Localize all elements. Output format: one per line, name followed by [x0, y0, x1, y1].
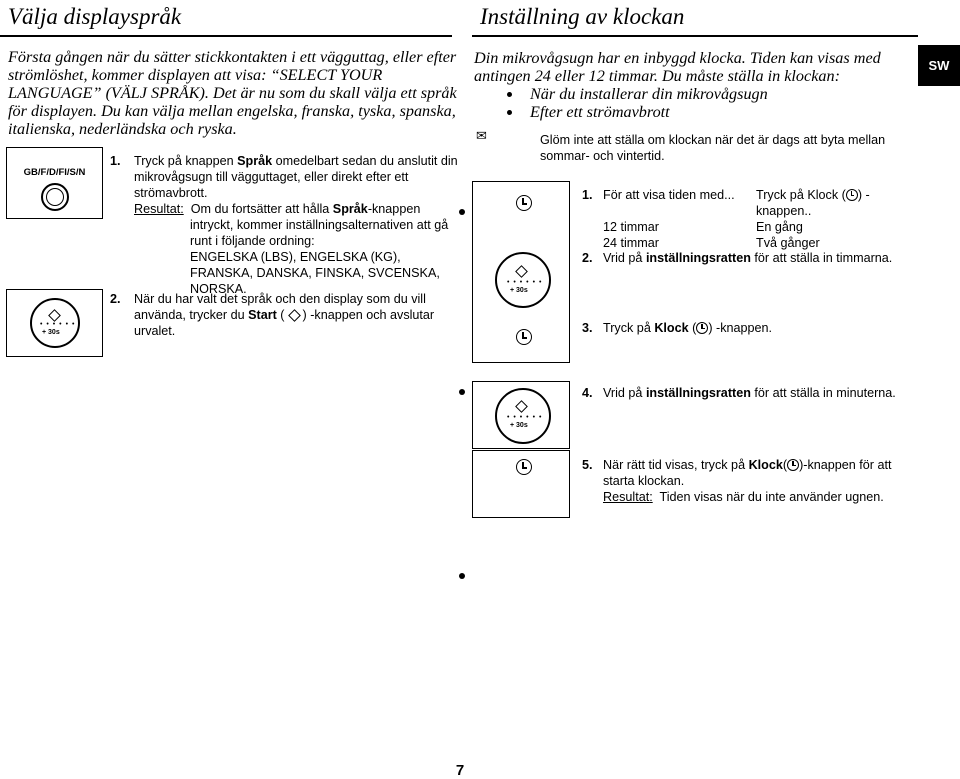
note-icon: ✉ — [476, 128, 487, 143]
bullet — [507, 92, 512, 97]
table-row: 12 timmar En gång — [603, 220, 803, 234]
step-number: 4. — [582, 386, 593, 400]
setting-dial-illustration — [472, 381, 570, 449]
clock-dial-illustration — [472, 181, 570, 363]
start-dots: • • • • • • — [40, 321, 76, 328]
intro-line: Första gången när du sätter stickkontakten i ett vägguttag, eller efter — [8, 48, 457, 66]
intro-line: italienska, nederländska och ryska. — [8, 120, 237, 138]
language-result: intryckt, kommer inställningsalternativen att gå runt i följande ordning: ENGELSKA (LBS), ENGELSKA (KG), FRANSKA, DANSKA, FINSKA, SVCENSKA, NORSKA. — [190, 218, 449, 296]
table-row: 24 timmar Två gånger — [603, 236, 820, 250]
right-intro: Din mikrovågsugn har en inbyggd klocka. Tiden kan visas med antingen 24 eller 12 timmar. Du måste ställa in klockan: — [474, 49, 881, 85]
start-diamond-icon — [288, 309, 299, 320]
clock-button-illustration — [472, 450, 570, 518]
bullet-item: Efter ett strömavbrott — [530, 103, 670, 121]
format-header: För att visa tiden med... — [603, 188, 735, 202]
right-title-rule — [472, 35, 918, 37]
start-button-illustration — [6, 289, 103, 357]
left-intro — [8, 48, 458, 138]
bullet-item: När du installerar din mikrovågsugn — [530, 85, 768, 103]
dial-plus30: + 30s — [510, 287, 528, 294]
press-header-cont: knappen.. — [756, 204, 812, 218]
press-header: Tryck på Klock ( ) - — [756, 188, 870, 202]
step-number: 5. — [582, 458, 593, 472]
intro-line: LANGUAGE” (VÄLJ SPRÅK). Det är nu som du skall välja ett språk — [8, 84, 457, 102]
step-number: 1. — [110, 154, 121, 168]
intro-line: för displayen. Du kan välja mellan engelska, franska, tyska, spanska, — [8, 102, 456, 120]
clock-icon — [696, 322, 708, 334]
start-diamond-icon — [515, 262, 525, 272]
clock-hand — [522, 337, 527, 339]
step-number: 2. — [582, 251, 593, 265]
language-button-inner — [46, 188, 64, 206]
left-title: Välja displayspråk — [8, 4, 182, 29]
clock-step-2: Vrid på inställningsratten för att ställa in timmarna. — [603, 251, 893, 265]
clock-format-table — [603, 187, 870, 251]
dial-plus30: + 30s — [510, 422, 528, 429]
connector-dot — [459, 573, 465, 579]
language-step-2: När du har valt det språk och den display som du vill använda, trycker du Start ( ) -knappen och avslutar urvalet. — [134, 292, 435, 338]
clock-icon — [846, 189, 858, 201]
dial-dots: • • • • • • — [507, 414, 543, 421]
start-plus30: + 30s — [42, 329, 60, 336]
page-number: 7 — [455, 762, 465, 779]
intro-line: strömlöshet, kommer displayen att visa: “SELECT YOUR — [8, 66, 383, 84]
note-text: Glöm inte att ställa om klockan när det är dags att byta mellan sommar- och vintertid. — [540, 133, 886, 163]
clock-step-4: Vrid på inställningsratten för att ställa in minuterna. — [603, 386, 896, 400]
step-number: 1. — [582, 188, 593, 202]
clock-hand — [522, 203, 527, 205]
left-title-rule — [0, 35, 452, 37]
clock-icon — [787, 459, 799, 471]
connector-dot — [459, 209, 465, 215]
language-button-label: GB/F/D/FI/S/N — [23, 167, 86, 178]
dial-dots: • • • • • • — [507, 279, 543, 286]
language-step-1: Tryck på knappen Språk omedelbart sedan du anslutit din mikrovågsugn till vägguttaget, eller direkt efter ett strömavbrott. Resultat: Om du fortsätter att hålla Språk-knappen — [134, 154, 458, 216]
bullet — [507, 110, 512, 115]
clock-step-3: Tryck på Klock ( ) -knappen. — [603, 321, 773, 335]
start-diamond-icon — [48, 306, 58, 316]
start-diamond-icon — [515, 397, 525, 407]
connector-dot — [459, 389, 465, 395]
clock-step-5: När rätt tid visas, tryck på Klock( )-knappen för att starta klockan. Resultat: Tiden visas när du inte använder ugnen. — [603, 458, 892, 504]
language-tab: SW — [918, 45, 960, 86]
language-button-illustration — [6, 147, 103, 219]
step-number: 2. — [110, 292, 121, 306]
step-number: 3. — [582, 321, 593, 335]
right-title: Inställning av klockan — [480, 4, 685, 29]
clock-hand — [522, 467, 527, 469]
